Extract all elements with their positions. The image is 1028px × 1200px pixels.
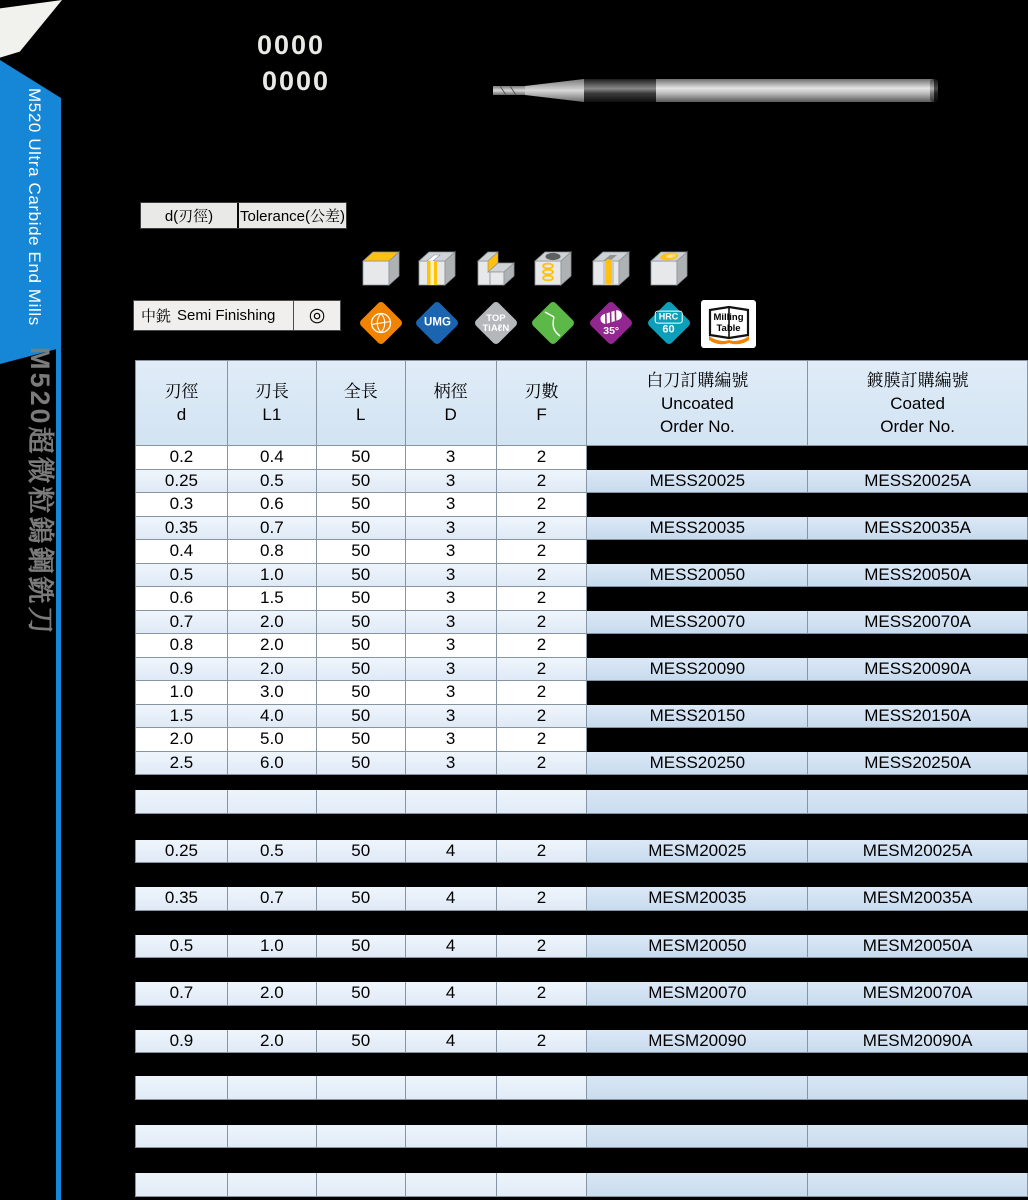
- plunge-milling-icon: [587, 248, 635, 288]
- column-header-line: 刃徑: [164, 382, 199, 401]
- helix-35-badge: [588, 300, 633, 345]
- spec-cell: 0.9: [136, 658, 228, 682]
- spec-cell: 0.2: [136, 446, 228, 470]
- shank-end: [930, 79, 938, 102]
- table-row: [135, 1076, 1028, 1100]
- order-cell: MESS20025A: [808, 470, 1028, 494]
- finishing-grade-zh: 中銑: [141, 308, 172, 325]
- column-header-line: Coated: [890, 393, 946, 413]
- order-cell: MESM20035A: [808, 887, 1028, 911]
- spec-cell: 0.8: [228, 540, 317, 564]
- column-header: [497, 361, 588, 446]
- spec-cell: 0.25: [136, 840, 228, 864]
- order-cell: [587, 1125, 808, 1149]
- spec-cell: [497, 1076, 588, 1100]
- shank: [656, 79, 934, 102]
- spec-cell: 2: [497, 587, 588, 611]
- spec-cell: 1.0: [136, 681, 228, 705]
- column-header-line: Uncoated: [660, 393, 734, 413]
- spec-cell: 4.0: [228, 705, 317, 729]
- order-cell: MESM20070: [587, 982, 808, 1006]
- brand-logo-badge: [358, 300, 403, 345]
- column-header-line: L1: [262, 405, 282, 424]
- spec-cell: 2: [497, 728, 588, 752]
- spec-cell: 50: [317, 705, 406, 729]
- slot-milling-icon: [413, 248, 461, 288]
- order-cell: MESS20050: [587, 564, 808, 588]
- cutter-tip: [493, 86, 525, 95]
- spec-cell: 4: [406, 840, 497, 864]
- table-row: [135, 790, 1028, 814]
- order-cell: MESM20025A: [808, 840, 1028, 864]
- table-row: [135, 540, 1028, 564]
- table-row: [135, 446, 1028, 470]
- spec-cell: 50: [317, 728, 406, 752]
- series-title-en: M520 Ultra Carbide End Mills: [25, 88, 44, 326]
- column-header-line: 柄徑: [433, 382, 468, 401]
- order-cell: [587, 587, 808, 611]
- spec-cell: 50: [317, 540, 406, 564]
- spec-cell: 50: [317, 470, 406, 494]
- spec-cell: [317, 1125, 406, 1149]
- tolerance-col-tolerance: Tolerance(公差): [239, 203, 346, 228]
- order-cell: MESS20070: [587, 611, 808, 635]
- order-cell: MESS20250A: [808, 752, 1028, 776]
- spec-cell: 1.0: [228, 564, 317, 588]
- order-cell: [808, 587, 1028, 611]
- spec-cell: 2: [497, 470, 588, 494]
- spec-cell: 0.7: [228, 887, 317, 911]
- spec-cell: 0.35: [136, 887, 228, 911]
- spec-cell: 3: [406, 705, 497, 729]
- order-cell: [808, 681, 1028, 705]
- hrc60-badge: [646, 300, 691, 345]
- order-cell: [587, 634, 808, 658]
- column-header: [228, 361, 317, 446]
- order-cell: MESS20035A: [808, 517, 1028, 541]
- spec-cell: 2: [497, 493, 588, 517]
- order-cell: [808, 1125, 1028, 1149]
- spec-cell: 5.0: [228, 728, 317, 752]
- row-separator: [135, 1148, 1028, 1173]
- spec-cell: 3: [406, 517, 497, 541]
- spec-cell: 3: [406, 752, 497, 776]
- spec-cell: 0.7: [136, 611, 228, 635]
- sidebar-accent-line: [56, 348, 61, 1200]
- spec-cell: 1.5: [228, 587, 317, 611]
- spec-cell: 2: [497, 1030, 588, 1054]
- row-separator: [135, 1100, 1028, 1125]
- column-header: [136, 361, 228, 446]
- order-cell: [808, 493, 1028, 517]
- spec-cell: 0.25: [136, 470, 228, 494]
- spec-cell: 0.6: [136, 587, 228, 611]
- spec-cell: 50: [317, 982, 406, 1006]
- order-cell: [808, 634, 1028, 658]
- spec-cell: [317, 1173, 406, 1197]
- order-cell: MESM20050: [587, 935, 808, 959]
- spec-cell: 3: [406, 540, 497, 564]
- spec-cell: 2: [497, 540, 588, 564]
- milling-table-badge: [701, 300, 756, 348]
- order-cell: MESM20025: [587, 840, 808, 864]
- table-row: [135, 728, 1028, 752]
- spec-cell: 2.0: [136, 728, 228, 752]
- hrc60-label: [655, 311, 683, 336]
- spec-cell: [228, 1173, 317, 1197]
- spec-cell: [136, 1076, 228, 1100]
- column-header-line: 白刀訂購編號: [646, 370, 749, 390]
- column-header-line: 刃長: [254, 382, 289, 401]
- corner-profile-badge: [530, 300, 575, 345]
- row-separator: [135, 911, 1028, 935]
- order-cell: MESM20090A: [808, 1030, 1028, 1054]
- hrc-value: 60: [662, 323, 676, 336]
- spec-cell: [406, 1125, 497, 1149]
- order-cell: MESS20035: [587, 517, 808, 541]
- spec-cell: 2: [497, 658, 588, 682]
- spec-cell: 50: [317, 587, 406, 611]
- spec-cell: 4: [406, 1030, 497, 1054]
- spec-cell: 2: [497, 752, 588, 776]
- spec-cell: 3: [406, 658, 497, 682]
- table-row: [135, 840, 1028, 864]
- table-row: [135, 935, 1028, 959]
- row-separator: [135, 1053, 1028, 1076]
- order-cell: [587, 728, 808, 752]
- column-header-line: 全長: [343, 382, 378, 401]
- finishing-grade-rating: ◎: [293, 301, 340, 330]
- spec-cell: 2.0: [228, 611, 317, 635]
- order-cell: MESS20090A: [808, 658, 1028, 682]
- table-row: [135, 887, 1028, 911]
- helix-angle-label: 35°: [603, 325, 619, 338]
- page-code-1: 0000: [257, 30, 326, 60]
- spec-cell: 0.5: [228, 840, 317, 864]
- spec-cell: 50: [317, 611, 406, 635]
- spec-cell: [136, 790, 228, 814]
- spec-cell: [497, 1125, 588, 1149]
- series-title-zh: M520超微粒鎢鋼銑刀: [25, 347, 55, 637]
- order-cell: MESS20250: [587, 752, 808, 776]
- spec-cell: 50: [317, 493, 406, 517]
- umg-badge: [414, 300, 459, 345]
- spec-table: [135, 360, 1028, 1197]
- column-header: [808, 361, 1028, 446]
- spec-cell: 0.5: [228, 470, 317, 494]
- spec-cell: 2: [497, 681, 588, 705]
- row-separator: [135, 863, 1028, 887]
- table-row: [135, 470, 1028, 494]
- column-header-line: d: [176, 405, 187, 424]
- spec-cell: 3: [406, 564, 497, 588]
- spec-cell: [228, 1125, 317, 1149]
- order-cell: MESM20050A: [808, 935, 1028, 959]
- order-cell: [587, 1076, 808, 1100]
- column-header-line: 鍍膜訂購編號: [866, 370, 969, 390]
- spec-cell: 1.0: [228, 935, 317, 959]
- table-row: [135, 705, 1028, 729]
- spec-cell: 2: [497, 982, 588, 1006]
- spec-cell: 3.0: [228, 681, 317, 705]
- order-cell: [808, 1076, 1028, 1100]
- spec-cell: 2: [497, 935, 588, 959]
- order-cell: [808, 728, 1028, 752]
- spec-cell: 50: [317, 634, 406, 658]
- spec-cell: 0.5: [136, 935, 228, 959]
- spec-cell: 0.8: [136, 634, 228, 658]
- table-row: [135, 587, 1028, 611]
- finishing-grade-bar: [133, 300, 341, 331]
- spec-cell: 2: [497, 634, 588, 658]
- top-label: TOP: [486, 312, 506, 324]
- order-cell: [808, 446, 1028, 470]
- spec-cell: 4: [406, 982, 497, 1006]
- spec-cell: 50: [317, 446, 406, 470]
- spec-cell: 50: [317, 887, 406, 911]
- tolerance-table: [140, 202, 347, 229]
- row-separator: [135, 958, 1028, 982]
- spec-cell: 2: [497, 887, 588, 911]
- spec-cell: 3: [406, 728, 497, 752]
- end-mill-photo: [478, 72, 946, 112]
- milling-label: Milling: [713, 312, 744, 324]
- spec-cell: 50: [317, 564, 406, 588]
- spec-cell: 4: [406, 935, 497, 959]
- spec-cell: [228, 1076, 317, 1100]
- side-milling-icon: [472, 248, 520, 288]
- spec-cell: 50: [317, 752, 406, 776]
- finishing-grade-en: Semi Finishing: [177, 307, 276, 324]
- order-cell: MESS20050A: [808, 564, 1028, 588]
- column-header-line: Order No.: [880, 416, 955, 436]
- umg-label: UMG: [423, 316, 451, 329]
- spec-cell: [406, 1173, 497, 1197]
- spec-cell: 3: [406, 493, 497, 517]
- column-header: [406, 361, 497, 446]
- spec-cell: 6.0: [228, 752, 317, 776]
- order-cell: [587, 493, 808, 517]
- finishing-grade-label: [134, 301, 293, 330]
- order-cell: MESS20150: [587, 705, 808, 729]
- order-cell: [587, 1173, 808, 1197]
- spec-cell: 0.35: [136, 517, 228, 541]
- order-cell: [808, 790, 1028, 814]
- order-cell: [587, 446, 808, 470]
- spec-cell: 0.4: [136, 540, 228, 564]
- dark-band: [584, 79, 656, 102]
- table-row: [135, 1173, 1028, 1197]
- corner-profile-icon: [539, 308, 567, 338]
- spec-cell: 2.0: [228, 658, 317, 682]
- table-row: [135, 493, 1028, 517]
- spec-cell: 0.7: [136, 982, 228, 1006]
- corner-wedge-decoration: [0, 0, 66, 60]
- row-separator: [135, 775, 1028, 790]
- spec-cell: 4: [406, 887, 497, 911]
- spec-cell: 0.6: [228, 493, 317, 517]
- table-row: [135, 1030, 1028, 1054]
- spec-cell: 0.7: [228, 517, 317, 541]
- spec-cell: 2: [497, 611, 588, 635]
- row-separator: [135, 1006, 1028, 1030]
- spec-cell: 1.5: [136, 705, 228, 729]
- column-header: [587, 361, 808, 446]
- order-cell: [808, 1173, 1028, 1197]
- spec-cell: 0.9: [136, 1030, 228, 1054]
- table-row: [135, 564, 1028, 588]
- order-cell: MESS20090: [587, 658, 808, 682]
- spec-cell: 2.0: [228, 982, 317, 1006]
- table-row: [135, 681, 1028, 705]
- column-header-line: F: [536, 405, 547, 424]
- order-cell: [587, 790, 808, 814]
- hrc-label: HRC: [655, 311, 683, 324]
- spec-cell: [497, 1173, 588, 1197]
- column-header-line: Order No.: [660, 416, 735, 436]
- helix-icon: [598, 309, 624, 337]
- spec-cell: 2.0: [228, 1030, 317, 1054]
- order-cell: MESM20070A: [808, 982, 1028, 1006]
- order-cell: MESM20090: [587, 1030, 808, 1054]
- order-cell: [587, 540, 808, 564]
- table-row: [135, 517, 1028, 541]
- spec-cell: 2: [497, 517, 588, 541]
- column-header-line: D: [444, 405, 457, 424]
- order-cell: [808, 540, 1028, 564]
- brand-logo-icon: [368, 310, 394, 336]
- spec-cell: 0.4: [228, 446, 317, 470]
- spec-cell: 2.5: [136, 752, 228, 776]
- order-cell: MESM20035: [587, 887, 808, 911]
- spec-cell: 0.3: [136, 493, 228, 517]
- milling-table-label: [713, 313, 743, 335]
- spec-cell: 2: [497, 564, 588, 588]
- tialn-label: TiAℓN: [482, 321, 510, 333]
- spec-cell: [406, 790, 497, 814]
- spec-cell: [317, 1076, 406, 1100]
- spec-cell: 3: [406, 470, 497, 494]
- helical-boring-icon: [529, 248, 577, 288]
- spec-cell: [406, 1076, 497, 1100]
- spec-cell: 3: [406, 611, 497, 635]
- table-row: [135, 1125, 1028, 1149]
- spec-table-header: [135, 360, 1028, 446]
- order-cell: [587, 681, 808, 705]
- top-tialn-badge: [473, 300, 518, 345]
- spec-cell: 3: [406, 634, 497, 658]
- spec-cell: 2.0: [228, 634, 317, 658]
- order-cell: MESS20150A: [808, 705, 1028, 729]
- spec-cell: 50: [317, 658, 406, 682]
- spec-cell: 2: [497, 705, 588, 729]
- row-separator: [135, 814, 1028, 840]
- table-label: Table: [716, 323, 741, 334]
- taper-neck: [525, 79, 584, 102]
- page-code-2: 0000: [262, 66, 331, 96]
- ramping-icon: [645, 248, 693, 288]
- spec-cell: 3: [406, 681, 497, 705]
- spec-cell: 50: [317, 681, 406, 705]
- table-row: [135, 982, 1028, 1006]
- column-header-line: 刃數: [524, 382, 559, 401]
- spec-cell: 50: [317, 1030, 406, 1054]
- table-row: [135, 611, 1028, 635]
- spec-cell: 3: [406, 587, 497, 611]
- spec-cell: [317, 790, 406, 814]
- spec-cell: [228, 790, 317, 814]
- spec-cell: [136, 1173, 228, 1197]
- tolerance-col-d: d(刃徑): [141, 203, 239, 228]
- spec-cell: 50: [317, 517, 406, 541]
- spec-cell: 2: [497, 840, 588, 864]
- spec-cell: [136, 1125, 228, 1149]
- order-cell: MESS20070A: [808, 611, 1028, 635]
- table-row: [135, 658, 1028, 682]
- column-header-line: L: [356, 405, 366, 424]
- spec-cell: [497, 790, 588, 814]
- spec-cell: 50: [317, 840, 406, 864]
- table-row: [135, 752, 1028, 776]
- order-cell: MESS20025: [587, 470, 808, 494]
- top-tialn-label: [483, 313, 510, 332]
- column-header: [317, 361, 406, 446]
- spec-cell: 3: [406, 446, 497, 470]
- table-row: [135, 634, 1028, 658]
- spec-cell: 0.5: [136, 564, 228, 588]
- spec-cell: 2: [497, 446, 588, 470]
- spec-cell: 50: [317, 935, 406, 959]
- face-milling-icon: [357, 248, 405, 288]
